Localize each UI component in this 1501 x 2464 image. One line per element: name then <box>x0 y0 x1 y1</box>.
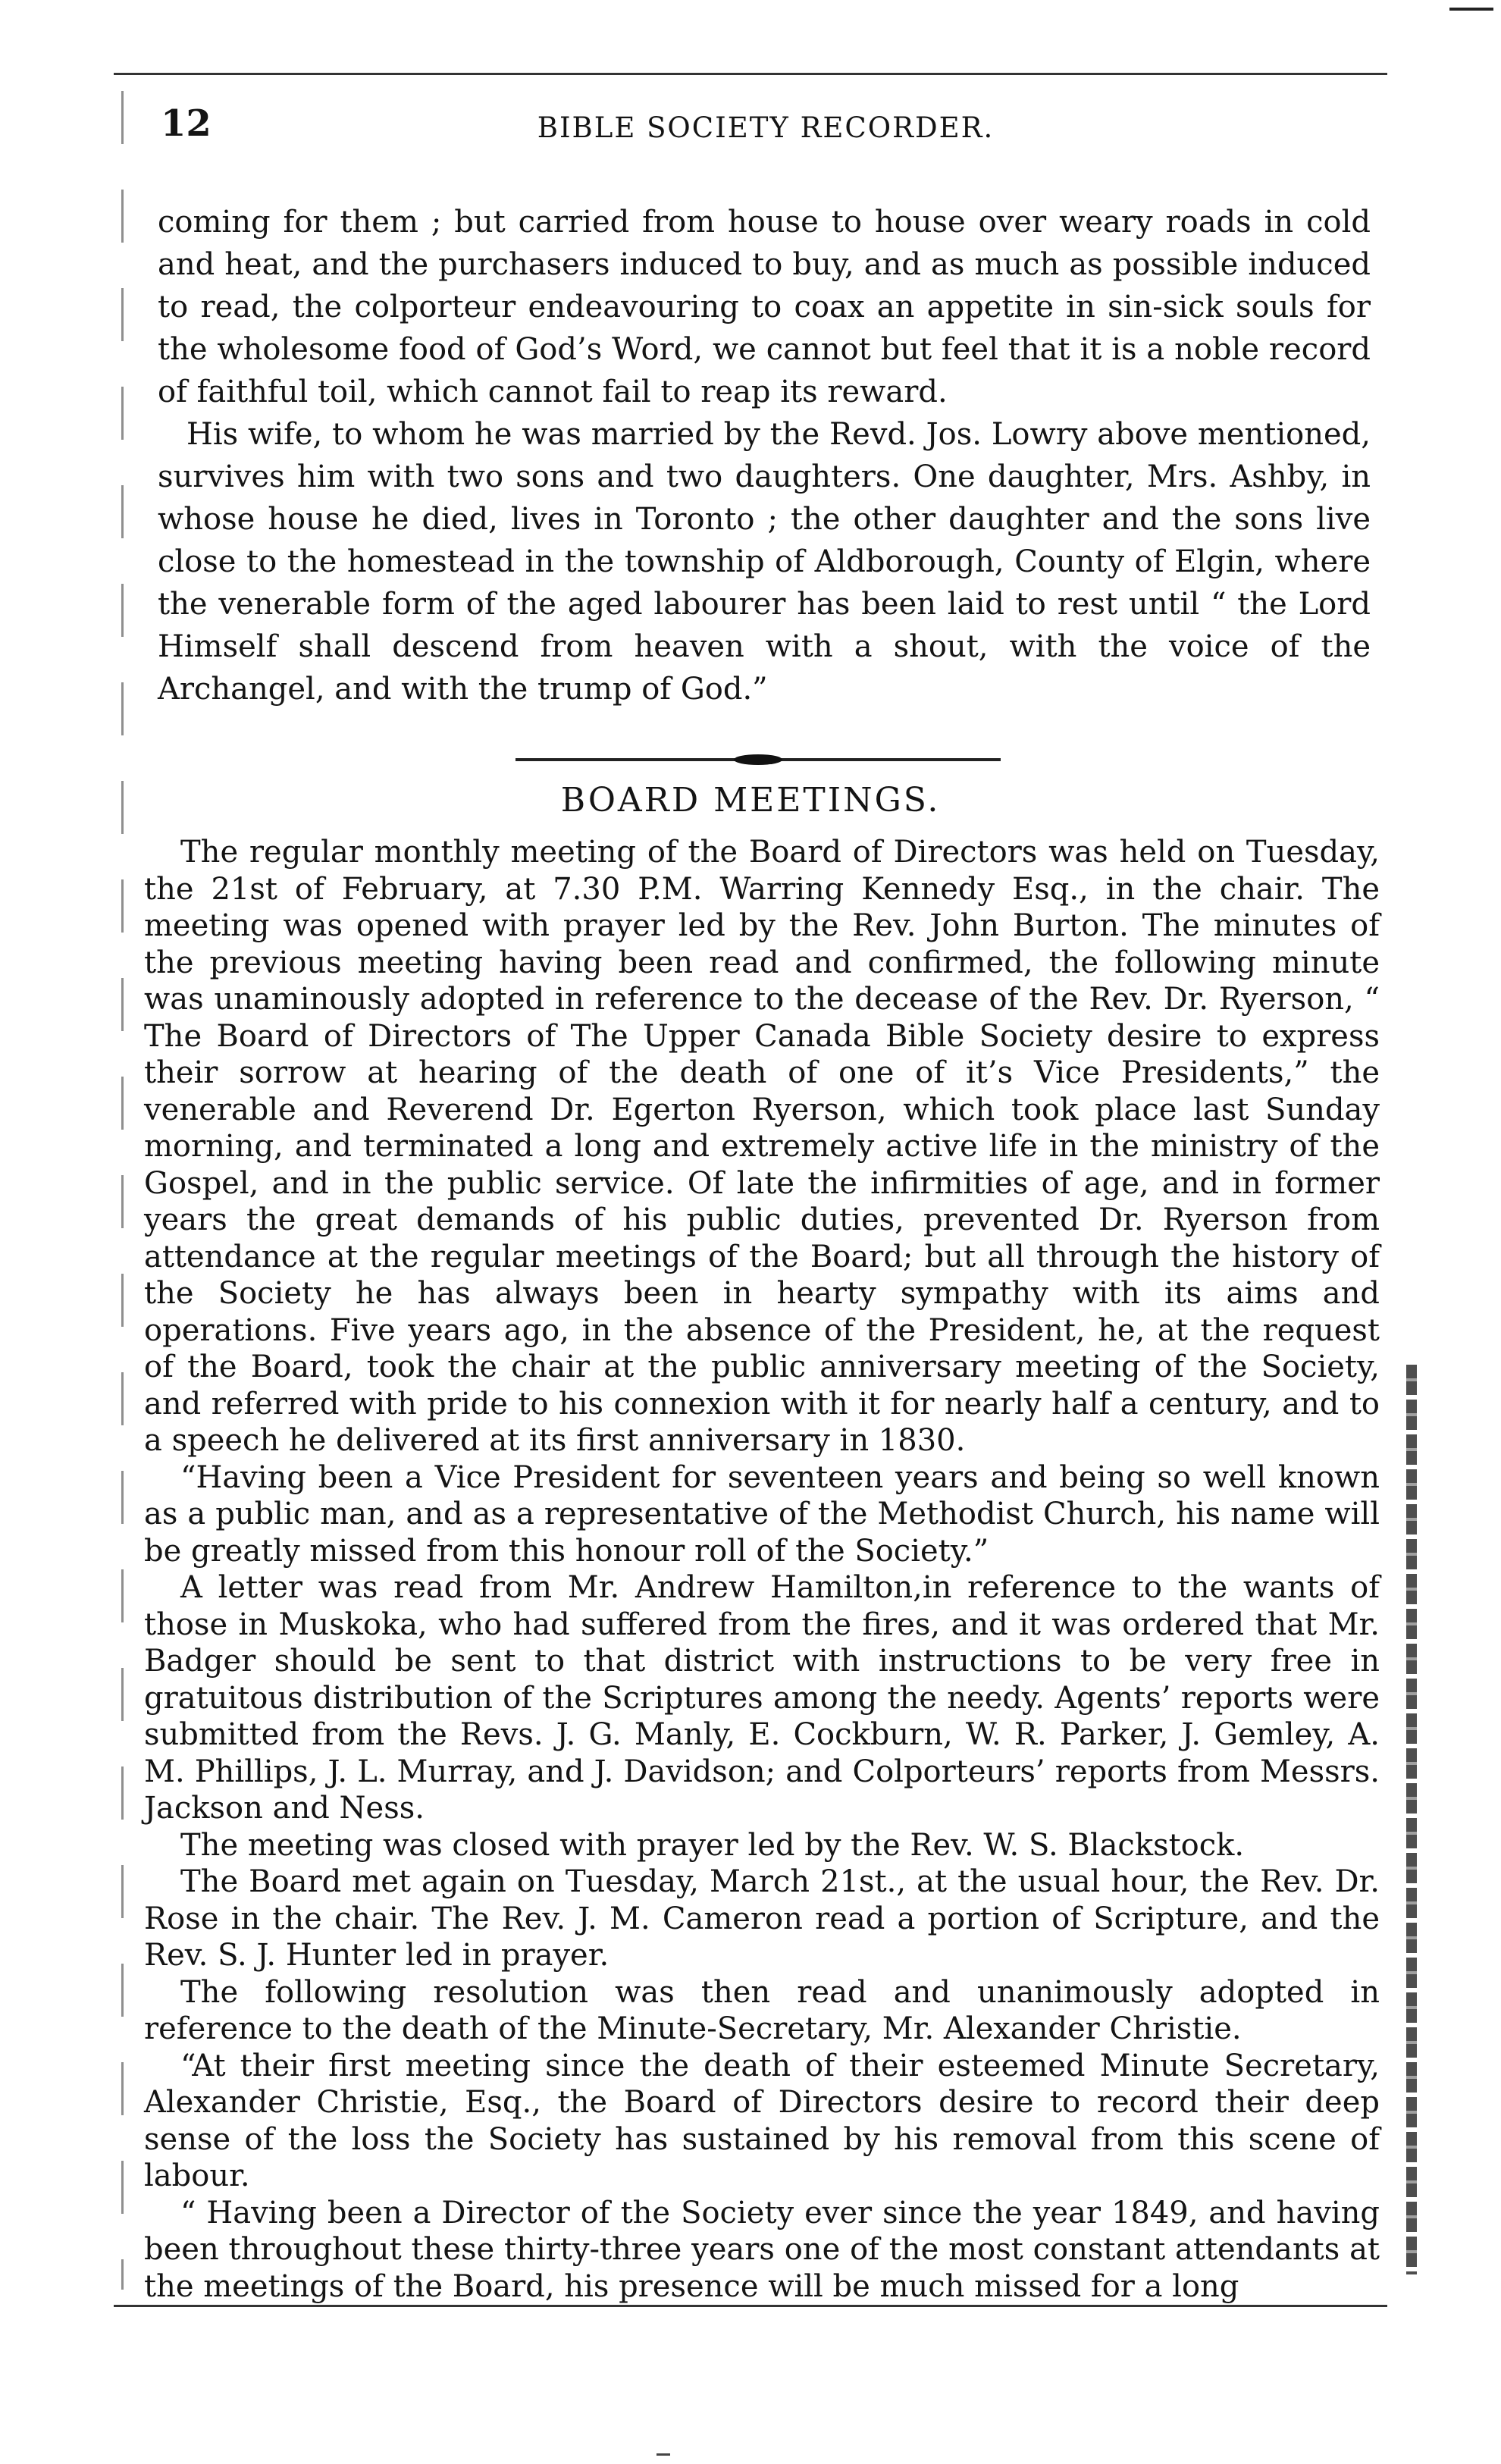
divider-ornament <box>734 754 782 765</box>
right-margin-marks <box>1406 1365 1417 2274</box>
running-head: BIBLE SOCIETY RECORDER. <box>537 111 995 144</box>
paragraph-wife: His wife, to whom he was married by the Revd. Jos. Lowry above mentioned, survives him with two sons and two daughters. One daughter, Mrs. Ashby, in whose house he died, lives in Toronto ; the other daughter and the sons live close to the homestead in the township of Aldborough, County of Elgin, where the venerable form of the aged labourer has been laid to rest until “ the Lord Himself shall descend from heaven with a shout, with the voice of the Archangel, and with the trump of God.” <box>158 417 1371 707</box>
section-title: BOARD MEETINGS. <box>560 781 941 820</box>
top-text-block <box>158 201 1371 710</box>
paragraph-march-meeting: The Board met again on Tuesday, March 21st., at the usual hour, the Rev. Dr. Rose in the chair. The Rev. J. M. Cameron read a portion of Scripture, and the Rev. S. J. Hunter led in prayer. <box>144 1864 1380 1973</box>
paragraph-first-meeting: “At their first meeting since the death of their esteemed Minute Secretary, Alexander Christie, Esq., the Board of Directors desire to record their deep sense of the loss the Society has sustained by his removal from this scene of labour. <box>144 2048 1380 2193</box>
board-meetings-block <box>144 834 1380 2305</box>
paragraph-resolution: The following resolution was then read and unanimously adopted in reference to the death of the Minute-Secretary, Mr. Alexander Christie. <box>144 1974 1380 2046</box>
top-rule <box>114 73 1387 75</box>
paragraph-director-since-1849: “ Having been a Director of the Society ever since the year 1849, and having been throughout these thirty-three years one of the most constant attendants at the meetings of the Board, his presence will be much missed for a long <box>144 2195 1380 2304</box>
page-number: 12 <box>161 102 212 145</box>
paragraph-continued: coming for them ; but carried from house to house over weary roads in cold and heat, and the purchasers induced to buy, and as much as possible induced to read, the colporteur endeavouring to coax an appetite in sin-sick souls for the wholesome food of God’s Word, we cannot but feel that it is a noble record of faithful toil, which cannot fail to reap its reward. <box>158 205 1371 409</box>
paragraph-letter: A letter was read from Mr. Andrew Hamilton,in reference to the wants of those in Muskoka, who had suffered from the fires, and it was ordered that Mr. Badger should be sent to that district with instructions to be very free in gratuitous distribution of the Scriptures among the needy. Agents’ reports were submitted from the Revs. J. G. Manly, E. Cockburn, W. R. Parker, J. Gemley, A. M. Phillips, J. L. Murray, and J. Davidson; and Colporteurs’ reports from Messrs. Jackson and Ness. <box>144 1570 1380 1826</box>
left-margin-marks <box>121 91 124 2290</box>
corner-mark <box>1449 8 1493 11</box>
paragraph-vice-president: “Having been a Vice President for seventeen years and being so well known as a public man, and as a representative of the Methodist Church, his name will be greatly missed from this honour roll of the Society.” <box>144 1459 1380 1569</box>
paragraph-regular-meeting: The regular monthly meeting of the Board of Directors was held on Tuesday, the 21st of February, at 7.30 P.M. Warring Kennedy Esq., in the chair. The meeting was opened with prayer led by the Rev. John Burton. The minutes of the previous meeting having been read and confirmed, the following minute was unaminously adopted in reference to the decease of the Rev. Dr. Ryerson, “ The Board of Directors of The Upper Canada Bible Society desire to express their sorrow at hearing of the death of one of it’s Vice Presidents,” the venerable and Reverend Dr. Egerton Ryerson, which took place last Sunday morning, and terminated a long and extremely active life in the ministry of the Gospel, and in the public service. Of late the infirmities of age, and in former years the great demands of his public duties, prevented Dr. Ryerson from attendance at the regular meetings of the Board; but all through the history of the Society he has always been in hearty sympathy with its aims and operations. Five years ago, in the absence of the President, he, at the request of the Board, took the chair at the public anniversary meeting of the Society, and referred with pride to his connexion with it for nearly half a century, and to a speech he delivered at its first anniversary in 1830. <box>144 835 1380 1458</box>
page-header <box>144 102 1387 163</box>
bottom-rule <box>114 2305 1387 2307</box>
paragraph-closing-prayer: The meeting was closed with prayer led by the Rev. W. S. Blackstock. <box>180 1827 1245 1863</box>
bottom-mark <box>656 2453 670 2456</box>
